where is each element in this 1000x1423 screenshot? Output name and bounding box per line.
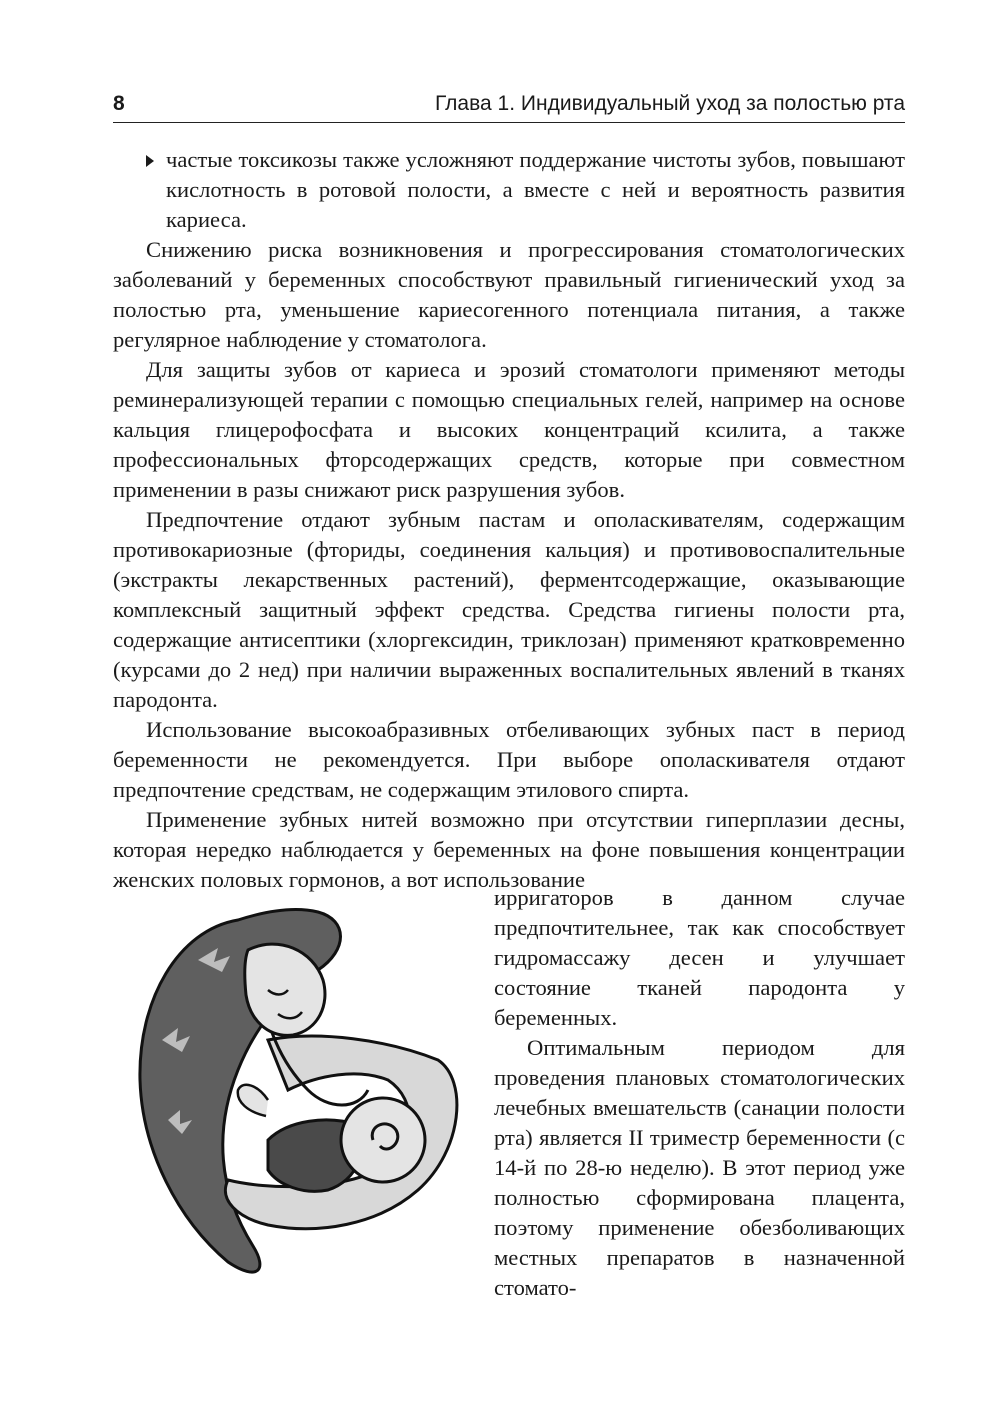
body-text: [113, 235, 905, 895]
bullet-item: [113, 145, 905, 235]
paragraph: Для защиты зубов от кариеса и эрозий стоматологи применяют методы реминерализующей терапии с помощью специальных гелей, например на основе кальция глицерофосфата и высоких концентраций ксилита, а также профессиональных фторсодержащих средств, которые при совместном применении в разы снижают риск разрушения зубов.: [113, 357, 905, 502]
paragraph: Использование высокоабразивных отбеливающих зубных паст в период беременности не рекомендуется. При выборе ополаскивателя отдают предпочтение средствам, не содержащим этилового спирта.: [113, 717, 905, 802]
wrapped-text: [494, 883, 905, 1303]
paragraph: Применение зубных нитей возможно при отсутствии гиперплазии десны, которая нередко наблюдается у беременных на фоне повышения концентрации женских половых гормонов, а вот использование: [113, 807, 905, 892]
page-number: 8: [113, 92, 125, 115]
chapter-title: Глава 1. Индивидуальный уход за полостью рта: [434, 92, 905, 115]
paragraph-continuation: ирригаторов в данном случае предпочтительнее, так как способствует гидромассажу десен и улучшает состояние тканей пародонта у беременных.: [494, 885, 905, 1030]
bullet-list: [113, 145, 905, 235]
paragraph: Предпочтение отдают зубным пастам и ополаскивателям, содержащим противокариозные (фториды, соединения кальция) и противовоспалительные (экстракты лекарственных растений), ферментсодержащие, оказывающие комплексный защитный эффект средства. Средства гигиены полости рта, содержащие антисептики (хлоргексидин, триклозан) применяют кратковременно (курсами до 2 нед) при наличии выраженных воспалительных явлений в тканях пародонта.: [113, 507, 905, 712]
paragraph: Оптимальным периодом для проведения плановых стоматологических лечебных вмешательств (санации полости рта) является II триместр беременности (с 14-й по 28-ю неделю). В этот период уже полностью сформирована плацента, поэтому применение обезболивающих местных препаратов в назначенной стомато-: [494, 1035, 905, 1300]
mother-breastfeeding-illustration: [118, 890, 478, 1290]
bullet-text: частые токсикозы также усложняют поддержание чистоты зубов, повышают кислотность в ротовой полости, а вместе с ней и вероятность развития кариеса.: [166, 147, 905, 232]
paragraph: Снижению риска возникновения и прогрессирования стоматологических заболеваний у беременных способствуют правильный гигиенический уход за полостью рта, уменьшение кариесогенного потенциала питания, а также регулярное наблюдение у стоматолога.: [113, 237, 905, 352]
running-header: [113, 88, 905, 123]
bullet-arrow-icon: [146, 155, 154, 167]
